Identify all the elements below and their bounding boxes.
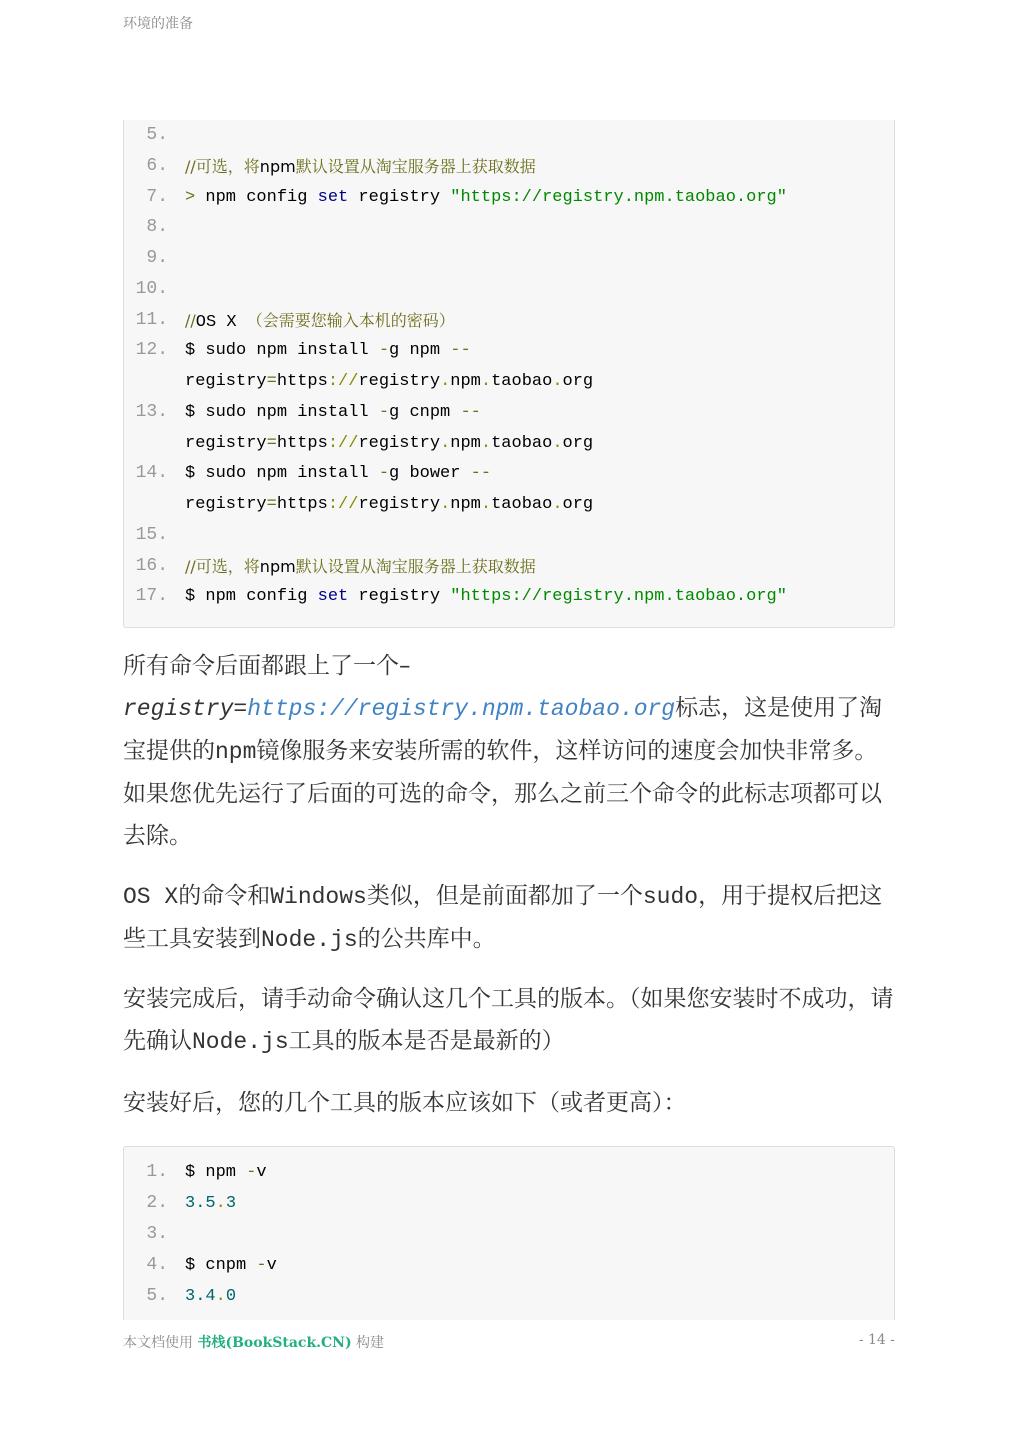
code-token: "https://registry.npm.taobao.org" [450, 587, 787, 607]
line-number: 17. [135, 586, 168, 607]
code-token: taobao [491, 433, 553, 453]
code-token: - [378, 464, 390, 484]
line-number: 7. [146, 186, 168, 207]
code-token: = [266, 433, 277, 453]
code-text [185, 335, 471, 366]
line-number: 5. [146, 1286, 168, 1306]
code-token: g cnpm [389, 402, 461, 422]
code-token: npm config [195, 187, 318, 207]
code-token: - [378, 341, 390, 361]
page-number: - 14 - [858, 1332, 895, 1348]
text: ，用于提权后把这些工具安装到 [123, 883, 883, 952]
inline-code: Node.js [261, 927, 358, 953]
code-token: registry [358, 495, 441, 514]
line-number: 12. [135, 340, 168, 361]
code-token: npm [450, 433, 481, 453]
footer-suffix: 构建 [351, 1335, 385, 1351]
text: 的公共库中。 [357, 926, 496, 952]
line-number: 13. [135, 401, 168, 422]
code-token: 0 [225, 1287, 237, 1306]
code-text [185, 1188, 236, 1219]
code-block-versions [123, 1146, 895, 1320]
text: 安装完成后，请手动命令确认这几个工具的版本。（如果您安装时不成功，请先确认 [123, 986, 894, 1054]
code-token: org [562, 495, 594, 514]
code-text [185, 581, 787, 612]
code-token: //可选，将 [185, 156, 260, 176]
footer-prefix: 本文档使用 [123, 1335, 198, 1351]
text: 标志，这是使用了淘宝提供的 [123, 695, 883, 764]
code-text [185, 428, 593, 459]
paragraph-registry-flag [123, 645, 895, 857]
code-token: set [317, 187, 349, 207]
code-text [185, 151, 536, 184]
code-token: - [246, 1163, 257, 1182]
paragraph-verify-versions [123, 978, 895, 1063]
line-number: 14. [135, 463, 168, 484]
code-token: registry [185, 372, 267, 391]
code-token: org [562, 433, 594, 453]
code-token: g bower [389, 464, 471, 484]
code-token: 默认设置从淘宝服务器上获取数据 [295, 156, 536, 176]
code-token: //可选，将 [185, 556, 260, 576]
code-token: . [480, 433, 492, 453]
line-number: 5. [146, 125, 168, 145]
code-text [185, 397, 481, 428]
code-token: https [276, 372, 328, 391]
code-token: v [266, 1256, 277, 1275]
code-token: registry [348, 187, 451, 207]
code-token: （会需要您输入本机的密码） [246, 310, 455, 330]
code-token: taobao [491, 495, 553, 514]
paragraph-osx-sudo [123, 875, 895, 961]
inline-code-emphasis: registry= [123, 696, 248, 722]
code-token: npm [450, 372, 481, 391]
code-token: $ sudo npm install [185, 341, 379, 361]
code-token: = [266, 495, 277, 514]
line-number: 16. [135, 555, 168, 576]
code-token: $ sudo npm install [185, 464, 379, 484]
line-number: 15. [135, 524, 168, 545]
line-number: 9. [146, 248, 168, 268]
inline-code: sudo [642, 884, 699, 910]
text: 镜像服务来安装所需的软件，这样访问的速度会加快非常多。如果您优先运行了后面的可选的命令，那么之前三个命令的此标志项都可以去除。 [123, 738, 882, 849]
code-token: $ cnpm [185, 1256, 257, 1275]
code-token: . [215, 1194, 226, 1213]
code-text [185, 1250, 277, 1281]
code-text [185, 458, 491, 489]
code-token: 默认设置从淘宝服务器上获取数据 [295, 556, 536, 576]
code-token: . [552, 372, 563, 391]
code-token: - [256, 1256, 267, 1275]
line-number: 6. [146, 155, 168, 176]
code-token: 3.4 [185, 1287, 216, 1306]
code-block-npm-install [123, 120, 895, 628]
code-token: . [480, 372, 492, 391]
line-number: 3. [146, 1224, 168, 1244]
code-text [185, 1157, 267, 1188]
text: 工具的版本是否是最新的） [288, 1028, 565, 1054]
code-text [185, 551, 536, 584]
code-text [185, 305, 455, 338]
line-number: 11. [135, 309, 168, 330]
code-token: -- [460, 402, 481, 422]
footer-credit [123, 1332, 384, 1352]
inline-code: npm [215, 739, 257, 765]
code-token: :// [327, 372, 359, 391]
code-token: $ npm [185, 1163, 247, 1182]
code-text [185, 489, 593, 520]
code-token: npm [259, 556, 296, 576]
line-number: 1. [146, 1162, 168, 1182]
code-token: "https://registry.npm.taobao.org" [450, 187, 787, 207]
text: 类似，但是前面都加了一个 [366, 883, 643, 909]
code-token: :// [327, 495, 359, 514]
code-token: . [480, 495, 492, 514]
code-token: set [317, 587, 349, 607]
code-token: 3 [225, 1194, 237, 1213]
code-token: -- [450, 341, 471, 361]
code-token: registry [358, 372, 441, 391]
line-number: 4. [146, 1255, 168, 1275]
code-token: . [215, 1287, 226, 1306]
code-text [185, 182, 787, 213]
code-token: v [256, 1163, 267, 1182]
code-token: https [276, 433, 328, 453]
footer-brand-link[interactable]: 书栈(BookStack.CN) [197, 1335, 352, 1351]
code-token: . [440, 372, 451, 391]
code-token: taobao [491, 372, 553, 391]
code-text [185, 1281, 236, 1312]
code-text [185, 366, 593, 397]
code-token: $ npm config [185, 587, 318, 607]
inline-code: OS X [123, 884, 179, 910]
code-token: :// [327, 433, 359, 453]
code-token: g npm [389, 341, 451, 361]
code-token: . [552, 433, 563, 453]
code-token: https [276, 495, 328, 514]
code-token: OS X [195, 312, 247, 332]
code-token: // [185, 310, 196, 330]
code-token: 3.5 [185, 1194, 216, 1213]
code-token: $ sudo npm install [185, 402, 379, 422]
inline-code: Windows [270, 884, 367, 910]
line-number: 2. [146, 1193, 168, 1213]
code-token: - [378, 402, 390, 422]
page-header-title: 环境的准备 [123, 16, 193, 32]
code-token: . [440, 495, 451, 514]
code-token: npm [259, 156, 296, 176]
code-token: . [440, 433, 451, 453]
code-token: -- [470, 464, 492, 484]
text: 的命令和 [178, 883, 271, 909]
code-token: registry [185, 433, 267, 453]
line-number: 10. [135, 278, 168, 299]
inline-code: Node.js [192, 1029, 289, 1055]
paragraph-expected-versions: 安装好后，您的几个工具的版本应该如下（或者更高）： [123, 1090, 687, 1116]
code-token: = [266, 372, 277, 391]
text: 所有命令后面都跟上了一个– [123, 653, 411, 679]
code-token: . [552, 495, 563, 514]
code-token: npm [450, 495, 481, 514]
code-token: > [185, 187, 196, 207]
code-token: org [562, 372, 594, 391]
code-token: registry [348, 587, 451, 607]
registry-link[interactable]: https://registry.npm.taobao.org [247, 696, 676, 722]
line-number: 8. [146, 217, 168, 238]
code-token: registry [358, 433, 441, 453]
code-token: registry [185, 495, 267, 514]
